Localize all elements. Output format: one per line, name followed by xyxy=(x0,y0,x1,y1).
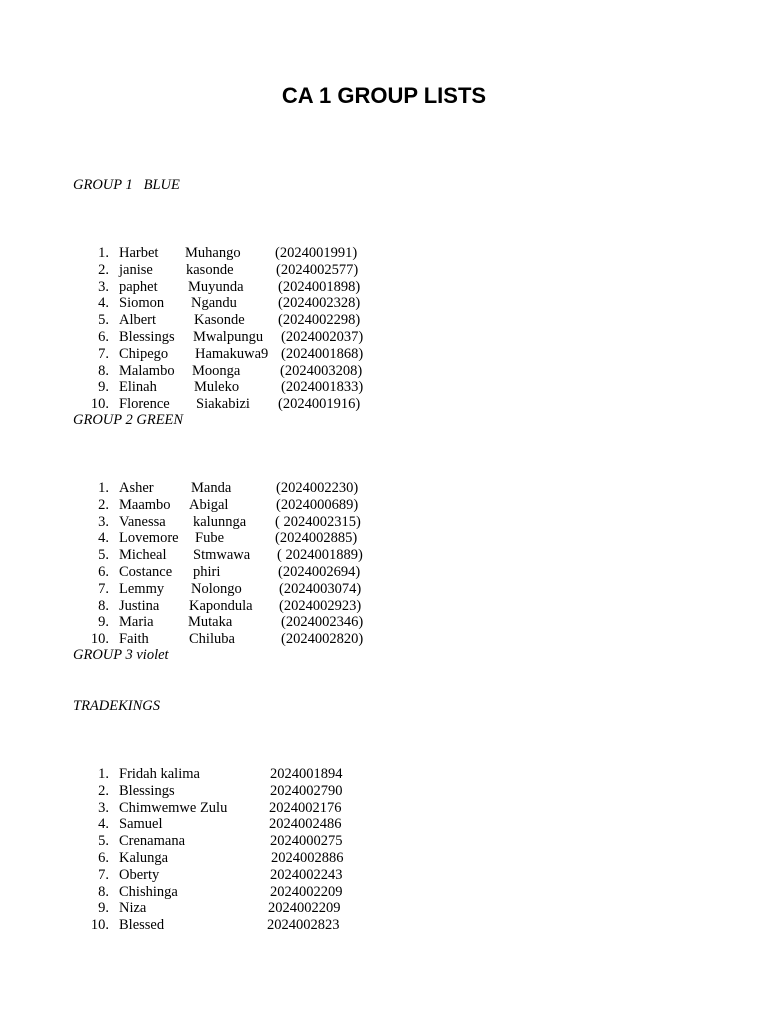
member-row xyxy=(73,917,593,934)
member-name: Blessed xyxy=(119,917,165,934)
member-name: Costance xyxy=(119,563,173,580)
member-name: Faith xyxy=(119,631,149,648)
member-surname: kasonde xyxy=(186,261,234,278)
member-name: Florence xyxy=(119,396,170,413)
member-name: Lemmy xyxy=(119,580,165,597)
member-name: Justina xyxy=(119,597,160,614)
member-number: 4. xyxy=(98,295,109,312)
member-number: 8. xyxy=(98,362,109,379)
member-number: 7. xyxy=(98,345,109,362)
member-surname: Mutaka xyxy=(188,614,233,631)
group-3-heading-line-2: TRADEKINGS xyxy=(73,698,160,714)
member-number: 5. xyxy=(98,833,109,850)
member-row xyxy=(73,514,593,531)
member-id: (2024000689) xyxy=(276,496,359,513)
group-2-heading xyxy=(73,378,593,463)
member-number: 8. xyxy=(98,597,109,614)
member-number: 1. xyxy=(98,766,109,782)
member-row xyxy=(73,295,593,312)
member-id: (2024002885) xyxy=(275,530,358,547)
member-id: (2024002820) xyxy=(281,631,364,648)
member-number: 6. xyxy=(98,328,109,345)
member-id: 2024000275 xyxy=(270,833,343,850)
member-name: Chimwemwe Zulu xyxy=(119,799,228,816)
member-row xyxy=(73,816,593,833)
member-surname: Siakabizi xyxy=(196,396,250,413)
group-2-heading-line: GROUP 2 GREEN xyxy=(73,412,184,428)
member-surname: Kapondula xyxy=(189,597,253,614)
member-number: 8. xyxy=(98,883,109,900)
member-number: 3. xyxy=(98,278,109,295)
member-row xyxy=(73,598,593,615)
group-3-member-list xyxy=(73,766,593,934)
member-number: 3. xyxy=(98,799,109,816)
member-row xyxy=(73,279,593,296)
member-id: ( 2024001889) xyxy=(277,547,363,564)
member-row xyxy=(73,547,593,564)
member-name: Kalunga xyxy=(119,849,169,866)
member-name: Maambo xyxy=(119,496,171,513)
member-number: 1. xyxy=(98,245,109,261)
member-row xyxy=(73,783,593,800)
member-row xyxy=(73,329,593,346)
member-id: (2024001833) xyxy=(281,379,364,396)
member-name: Albert xyxy=(119,312,157,329)
member-row xyxy=(73,850,593,867)
member-number: 5. xyxy=(98,312,109,329)
member-surname: Muyunda xyxy=(188,278,244,295)
member-id: (2024001898) xyxy=(278,278,361,295)
member-surname: kalunnga xyxy=(193,513,247,530)
member-surname: Hamakuwa9 xyxy=(195,345,269,362)
member-row xyxy=(73,497,593,514)
member-row xyxy=(73,833,593,850)
member-number: 5. xyxy=(98,547,109,564)
member-name: Siomon xyxy=(119,295,165,312)
member-row xyxy=(73,480,593,497)
member-id: 2024001894 xyxy=(270,766,343,782)
member-name: Harbet xyxy=(119,245,159,261)
member-id: 2024002176 xyxy=(269,799,342,816)
member-id: (2024003208) xyxy=(280,362,363,379)
member-id: 2024002486 xyxy=(269,816,342,833)
member-number: 6. xyxy=(98,563,109,580)
member-number: 4. xyxy=(98,530,109,547)
group-2-section xyxy=(73,378,593,648)
member-name: Lovemore xyxy=(119,530,179,547)
member-row xyxy=(73,346,593,363)
member-id: 2024002209 xyxy=(268,900,341,917)
member-name: Blessings xyxy=(119,328,175,345)
member-name: Oberty xyxy=(119,866,160,883)
group-1-heading-line: GROUP 1 BLUE xyxy=(73,177,180,193)
member-id: 2024002790 xyxy=(270,782,343,799)
member-surname: Manda xyxy=(191,480,232,496)
member-row xyxy=(73,581,593,598)
member-surname: Mwalpungu xyxy=(193,328,264,345)
member-surname: Nolongo xyxy=(191,580,242,597)
member-surname: Abigal xyxy=(189,496,229,513)
member-number: 10. xyxy=(90,631,109,648)
member-id: (2024002346) xyxy=(281,614,364,631)
member-id: 2024002209 xyxy=(270,883,343,900)
member-number: 1. xyxy=(98,480,109,496)
member-name: Malambo xyxy=(119,362,175,379)
member-id: (2024003074) xyxy=(279,580,362,597)
member-number: 9. xyxy=(98,900,109,917)
member-id: (2024001991) xyxy=(275,245,358,261)
member-name: Chipego xyxy=(119,345,169,362)
member-surname: Moonga xyxy=(192,362,241,379)
member-surname: Kasonde xyxy=(194,312,245,329)
member-name: Elinah xyxy=(119,379,157,396)
member-number: 10. xyxy=(90,917,109,934)
member-row xyxy=(73,884,593,901)
member-row xyxy=(73,564,593,581)
member-id: (2024002298) xyxy=(278,312,361,329)
member-surname: Fube xyxy=(195,530,224,547)
member-id: (2024002923) xyxy=(279,597,362,614)
member-number: 7. xyxy=(98,580,109,597)
member-number: 9. xyxy=(98,614,109,631)
group-1-section xyxy=(73,143,593,413)
document-title: CA 1 GROUP LISTS xyxy=(281,83,487,108)
member-number: 6. xyxy=(98,849,109,866)
member-name: Fridah kalima xyxy=(119,766,200,782)
member-row xyxy=(73,800,593,817)
member-name: Blessings xyxy=(119,782,175,799)
member-row xyxy=(73,900,593,917)
member-name: Samuel xyxy=(119,816,163,833)
member-id: ( 2024002315) xyxy=(275,513,361,530)
member-surname: Stmwawa xyxy=(193,547,251,564)
member-row xyxy=(73,262,593,279)
member-number: 4. xyxy=(98,816,109,833)
member-name: Maria xyxy=(119,614,154,631)
member-number: 2. xyxy=(98,496,109,513)
member-id: 2024002886 xyxy=(271,849,344,866)
member-number: 2. xyxy=(98,782,109,799)
member-number: 10. xyxy=(90,396,109,413)
member-row xyxy=(73,245,593,262)
member-row xyxy=(73,312,593,329)
member-surname: Muhango xyxy=(185,245,241,261)
member-id: (2024002037) xyxy=(281,328,364,345)
group-3-section xyxy=(73,613,593,934)
member-number: 7. xyxy=(98,866,109,883)
member-id: (2024001868) xyxy=(281,345,364,362)
member-name: Micheal xyxy=(119,547,167,564)
member-number: 3. xyxy=(98,513,109,530)
member-name: Chishinga xyxy=(119,883,178,900)
member-surname: Chiluba xyxy=(189,631,235,648)
member-surname: Ngandu xyxy=(191,295,237,312)
member-surname: Muleko xyxy=(194,379,240,396)
member-name: paphet xyxy=(119,278,158,295)
member-surname: phiri xyxy=(193,563,221,580)
member-name: janise xyxy=(119,261,153,278)
member-id: (2024002230) xyxy=(276,480,359,496)
member-name: Asher xyxy=(119,480,154,496)
group-1-heading xyxy=(73,143,593,228)
member-id: 2024002243 xyxy=(270,866,343,883)
member-id: (2024002694) xyxy=(278,563,361,580)
member-id: (2024002577) xyxy=(276,261,359,278)
group-3-heading xyxy=(73,613,593,749)
member-row xyxy=(73,363,593,380)
member-name: Vanessa xyxy=(119,513,166,530)
member-name: Crenamana xyxy=(119,833,186,850)
member-name: Niza xyxy=(119,900,147,917)
member-id: 2024002823 xyxy=(267,917,340,934)
group-3-heading-line-1: GROUP 3 violet xyxy=(73,647,169,663)
member-row xyxy=(73,530,593,547)
member-id: (2024002328) xyxy=(278,295,361,312)
member-number: 2. xyxy=(98,261,109,278)
member-number: 9. xyxy=(98,379,109,396)
member-row xyxy=(73,766,593,783)
member-row xyxy=(73,867,593,884)
member-id: (2024001916) xyxy=(278,396,361,413)
